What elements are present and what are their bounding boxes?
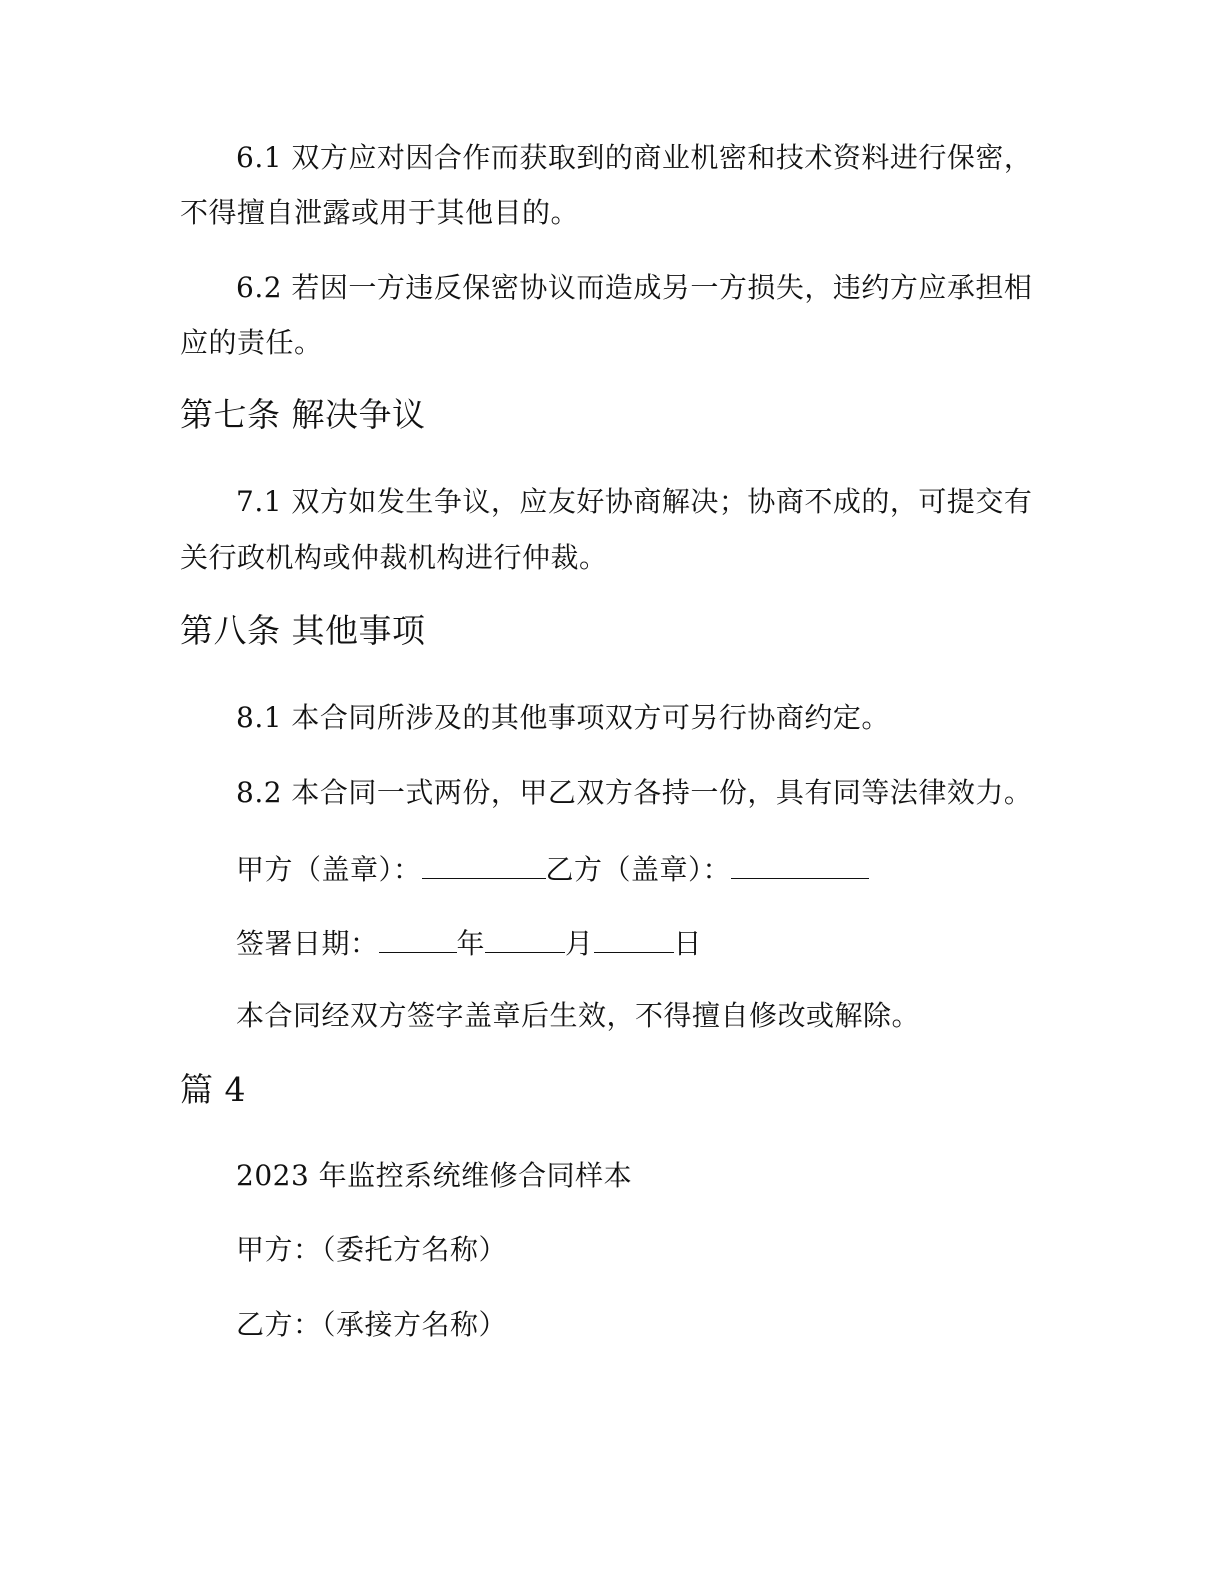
day-blank: [594, 924, 674, 953]
effective-clause: 本合同经双方签字盖章后生效，不得擅自修改或解除。: [236, 999, 921, 1032]
chapter-heading: 篇 4: [180, 1070, 246, 1109]
year-blank: [379, 924, 457, 953]
clause-7-1-line-2: 关行政机构或仲裁机构进行仲裁。: [180, 541, 608, 574]
article-7-heading: 第七条 解决争议: [180, 395, 426, 434]
clause-6-1-line-2: 不得擅自泄露或用于其他目的。: [180, 196, 580, 229]
date-label: 签署日期：: [236, 927, 379, 960]
clause-7-1-line-1: 7.1 双方如发生争议，应友好协商解决；协商不成的，可提交有: [236, 485, 1033, 518]
clause-8-1: 8.1 本合同所涉及的其他事项双方可另行协商约定。: [236, 701, 890, 734]
party-b-seal-label: 乙方（盖章）：: [545, 853, 732, 886]
party-a-line: 甲方：（委托方名称）: [236, 1233, 508, 1266]
year-label: 年: [456, 927, 486, 960]
article-8-heading: 第八条 其他事项: [180, 611, 426, 650]
clause-6-2-line-2: 应的责任。: [180, 326, 323, 359]
party-a-seal-blank: [422, 850, 546, 879]
signature-line: [236, 850, 1020, 888]
clause-6-1-line-1: 6.1 双方应对因合作而获取到的商业机密和技术资料进行保密，: [236, 141, 1033, 174]
party-b-seal-blank: [731, 850, 869, 879]
day-label: 日: [673, 927, 703, 960]
month-label: 月: [565, 927, 594, 960]
date-line: [236, 924, 1020, 962]
clause-8-2: 8.2 本合同一式两份，甲乙双方各持一份，具有同等法律效力。: [236, 776, 1033, 809]
party-b-line: 乙方：（承接方名称）: [236, 1308, 508, 1341]
party-a-seal-label: 甲方（盖章）：: [236, 853, 422, 886]
month-blank: [485, 924, 565, 953]
contract-title: 2023 年监控系统维修合同样本: [236, 1159, 633, 1192]
clause-6-2-line-1: 6.2 若因一方违反保密协议而造成另一方损失，违约方应承担相: [236, 271, 1033, 304]
